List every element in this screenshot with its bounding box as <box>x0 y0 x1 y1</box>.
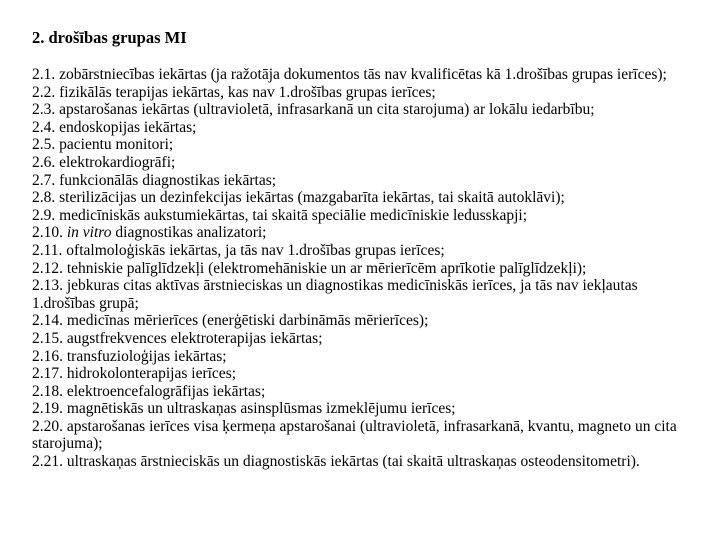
list-item-prefix: 2.10. <box>32 224 67 242</box>
device-list <box>32 66 696 471</box>
document-heading: 2. drošības grupas MI <box>32 28 187 47</box>
list-item: 2.9. medicīniskās aukstumiekārtas, tai skaitā speciālie medicīniskie ledusskapji; <box>32 206 528 224</box>
list-item: 2.19. magnētiskās un ultraskaņas asinsplūsmas izmeklējumu ierīces; <box>32 400 456 418</box>
list-item: 2.14. medicīnas mērierīces (enerģētiski darbināmās mērierīces); <box>32 312 429 330</box>
list-item: 2.6. elektrokardiogrāfi; <box>32 153 176 171</box>
list-item: 2.1. zobārstniecības iekārtas (ja ražotāja dokumentos tās nav kvalificētas kā 1.drošības grupas ierīces); <box>32 66 667 83</box>
list-item-suffix: diagnostikas analizatori; <box>111 224 267 242</box>
list-item: 2.11. oftalmoloģiskās iekārtas, ja tās nav 1.drošības grupas ierīces; <box>32 241 445 259</box>
list-item: 2.5. pacientu monitori; <box>32 136 174 154</box>
list-item: 2.7. funkcionālās diagnostikas iekārtas; <box>32 171 277 189</box>
list-item: 2.20. apstarošanas ierīces visa ķermeņa apstarošanai (ultravioletā, infrasarkanā, kvantu, magneto un cita starojuma); <box>32 417 677 453</box>
list-item: 2.8. sterilizācijas un dezinfekcijas iekārtas (mazgabarīta iekārtas, tai skaitā autoklāvi); <box>32 189 565 207</box>
list-item-italic-term: in vitro <box>66 224 112 242</box>
list-item: 2.15. augstfrekvences elektroterapijas iekārtas; <box>32 329 323 347</box>
list-item: 2.13. jebkuras citas aktīvas ārstnieciskas un diagnostikas medicīniskās ierīces, ja tās nav iekļautas 1.drošības grupā; <box>32 277 638 312</box>
list-item: 2.17. hidrokolonterapijas ierīces; <box>32 365 237 383</box>
list-item: 2.4. endoskopijas iekārtas; <box>32 118 197 136</box>
list-item: 2.2. fizikālās terapijas iekārtas, kas nav 1.drošības grupas ierīces; <box>32 83 436 101</box>
list-item: 2.16. transfuzioloģijas iekārtas; <box>32 347 227 365</box>
list-item <box>32 224 696 242</box>
list-item: 2.3. apstarošanas iekārtas (ultravioletā, infrasarkanā un cita starojuma) ar lokālu iedarbību; <box>32 101 595 119</box>
list-item: 2.12. tehniskie palīglīdzekļi (elektromehāniskie un ar mērierīcēm aprīkotie palīglīdzekļi); <box>32 259 587 277</box>
document-page <box>32 28 696 471</box>
list-item: 2.18. elektroencefalogrāfijas iekārtas; <box>32 382 266 400</box>
list-item: 2.21. ultraskaņas ārstnieciskās un diagnostiskās iekārtas (tai skaitā ultraskaņas osteodensitometri). <box>32 453 640 471</box>
